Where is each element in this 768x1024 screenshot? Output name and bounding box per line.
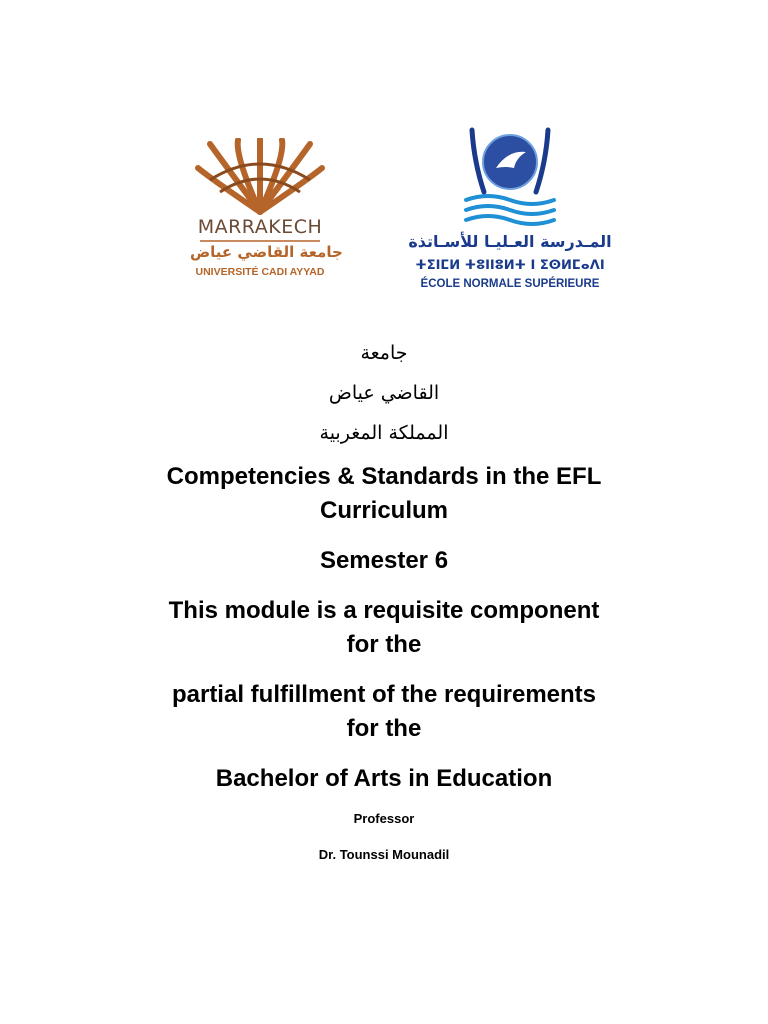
ens-emblem-icon [400,122,620,227]
module-statement-line1: This module is a requisite component [168,597,600,624]
cadi-ayyad-logo [190,138,343,288]
module-statement-line2: for the [346,631,422,658]
palm-emblem-icon [190,138,330,218]
partial-fulfillment-line2: for the [346,715,422,742]
degree-title: Bachelor of Arts in Education [215,765,553,792]
logo-marrakech-word: MARRAKECH [197,216,323,238]
ens-tifinagh-name: ⵜⵉⵏⵎⵍ ⵜⵓⵏⵏⵓⵍⵜ ⵏ ⵉⵙⵍⵎⴰⴷⵏ [415,258,605,273]
arabic-line-cadi-ayyad: القاضي عياض [328,382,440,404]
course-title-line1: Competencies & Standards in the EFL [166,463,602,490]
course-title-line2: Curriculum [319,497,448,524]
semester-label: Semester 6 [319,547,449,574]
ens-logo [400,122,620,297]
partial-fulfillment-line1: partial fulfillment of the requirements [171,681,597,708]
cover-content [100,340,668,864]
ens-arabic-name: المـدرسة العـليـا للأسـاتذة [408,232,612,251]
logo-french-name: UNIVERSITÉ CADI AYYAD [195,266,325,278]
ens-french-name: ÉCOLE NORMALE SUPÉRIEURE [420,278,600,290]
arabic-line-university: جامعة [360,342,408,364]
arabic-line-kingdom: المملكة المغربية [319,422,449,444]
professor-name: Dr. Tounssi Mounadil [318,847,450,862]
professor-label: Professor [353,811,415,826]
logo-arabic-name: جامعة القاضي عياض [190,243,343,261]
